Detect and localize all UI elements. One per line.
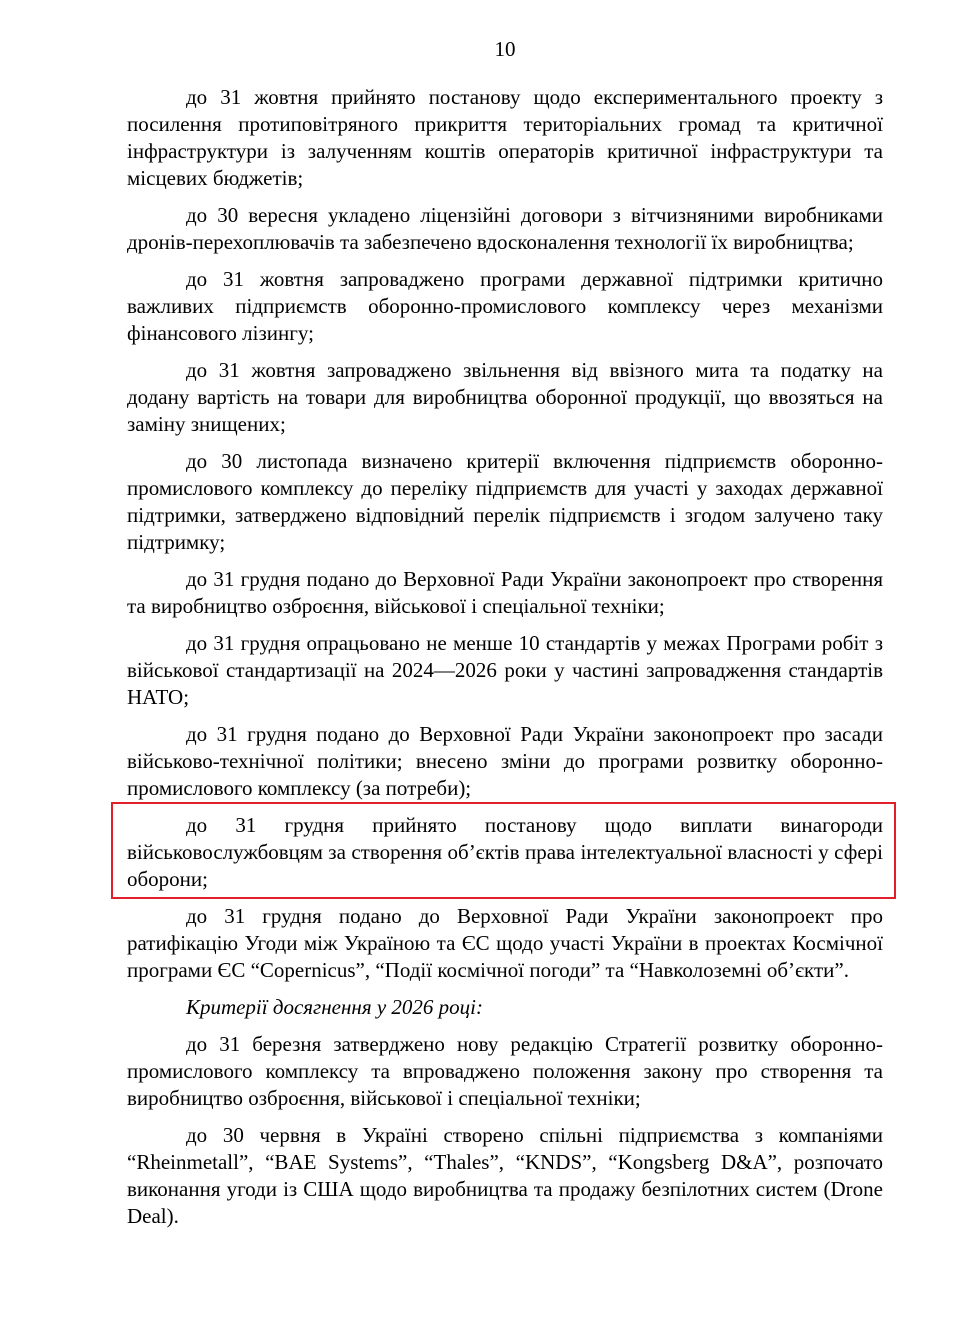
section-heading-2026-criteria: Критерії досягнення у 2026 році:: [186, 995, 483, 1019]
paragraph-leasing-support: до 31 жовтня запроваджено програми державної підтримки критично важливих підприємств оборонно-промислового комплексу через механізми фінансового лізингу;: [127, 267, 883, 345]
paragraph-military-technical-policy: до 31 грудня подано до Верховної Ради України законопроект про засади військово-технічної політики; внесено зміни до програми розвитку оборонно-промислового комплексу (за потреби);: [127, 722, 883, 800]
paragraph-joint-ventures: до 30 червня в Україні створено спільні підприємства з компаніями “Rheinmetall”, “BAE Systems”, “Thales”, “KNDS”, “Kongsberg D&A”, розпочато виконання угоди із США щодо виробництва та продажу безпілотних систем (Drone Deal).: [127, 1123, 883, 1228]
paragraph-weapons-law: до 31 грудня подано до Верховної Ради України законопроект про створення та виробництво озброєння, військової і спеціальної техніки;: [127, 567, 883, 618]
paragraph-eu-space-program: до 31 грудня подано до Верховної Ради України законопроект про ратифікацію Угоди між Україною та ЄС щодо участі України в проектах Космічної програми ЄС “Copernicus”, “Події космічної погоди” та “Навколоземні об’єкти”.: [127, 904, 883, 982]
document-body: [127, 84, 883, 1240]
paragraph-import-duty-exemption: до 31 жовтня запроваджено звільнення від ввізного мита та податку на додану вартість на товари для виробництва оборонної продукції, що ввозяться на заміну знищених;: [127, 358, 883, 436]
paragraph-enterprise-criteria: до 30 листопада визначено критерії включення підприємств оборонно-промислового комплексу до переліку підприємств для участі у заходах державної підтримки, затверджено відповідний перелік підприємств і згодом залучено таку підтримку;: [127, 449, 883, 554]
paragraph-industry-strategy: до 31 березня затверджено нову редакцію Стратегії розвитку оборонно-промислового комплексу та впроваджено положення закону про створення та виробництво озброєння, військової і спеціальної техніки;: [127, 1032, 883, 1110]
page-number: 10: [494, 37, 516, 61]
paragraph-nato-standards: до 31 грудня опрацьовано не менше 10 стандартів у межах Програми робіт з військової стандартизації на 2024—2026 роки у частині запровадження стандартів НАТО;: [127, 631, 883, 709]
highlighted-paragraph-ip-reward: до 31 грудня прийнято постанову щодо виплати винагороди військовослужбовцям за створення об’єктів права інтелектуальної власності у сфері оборони;: [127, 813, 883, 891]
paragraph-drone-licenses: до 30 вересня укладено ліцензійні договори з вітчизняними виробниками дронів-перехоплювачів та забезпечено вдосконалення технології їх виробництва;: [127, 203, 883, 254]
paragraph-air-defense-project: до 31 жовтня прийнято постанову щодо експериментального проекту з посилення протиповітряного прикриття територіальних громад та критичної інфраструктури із залученням коштів операторів критичної інфраструктури та місцевих бюджетів;: [127, 85, 883, 190]
